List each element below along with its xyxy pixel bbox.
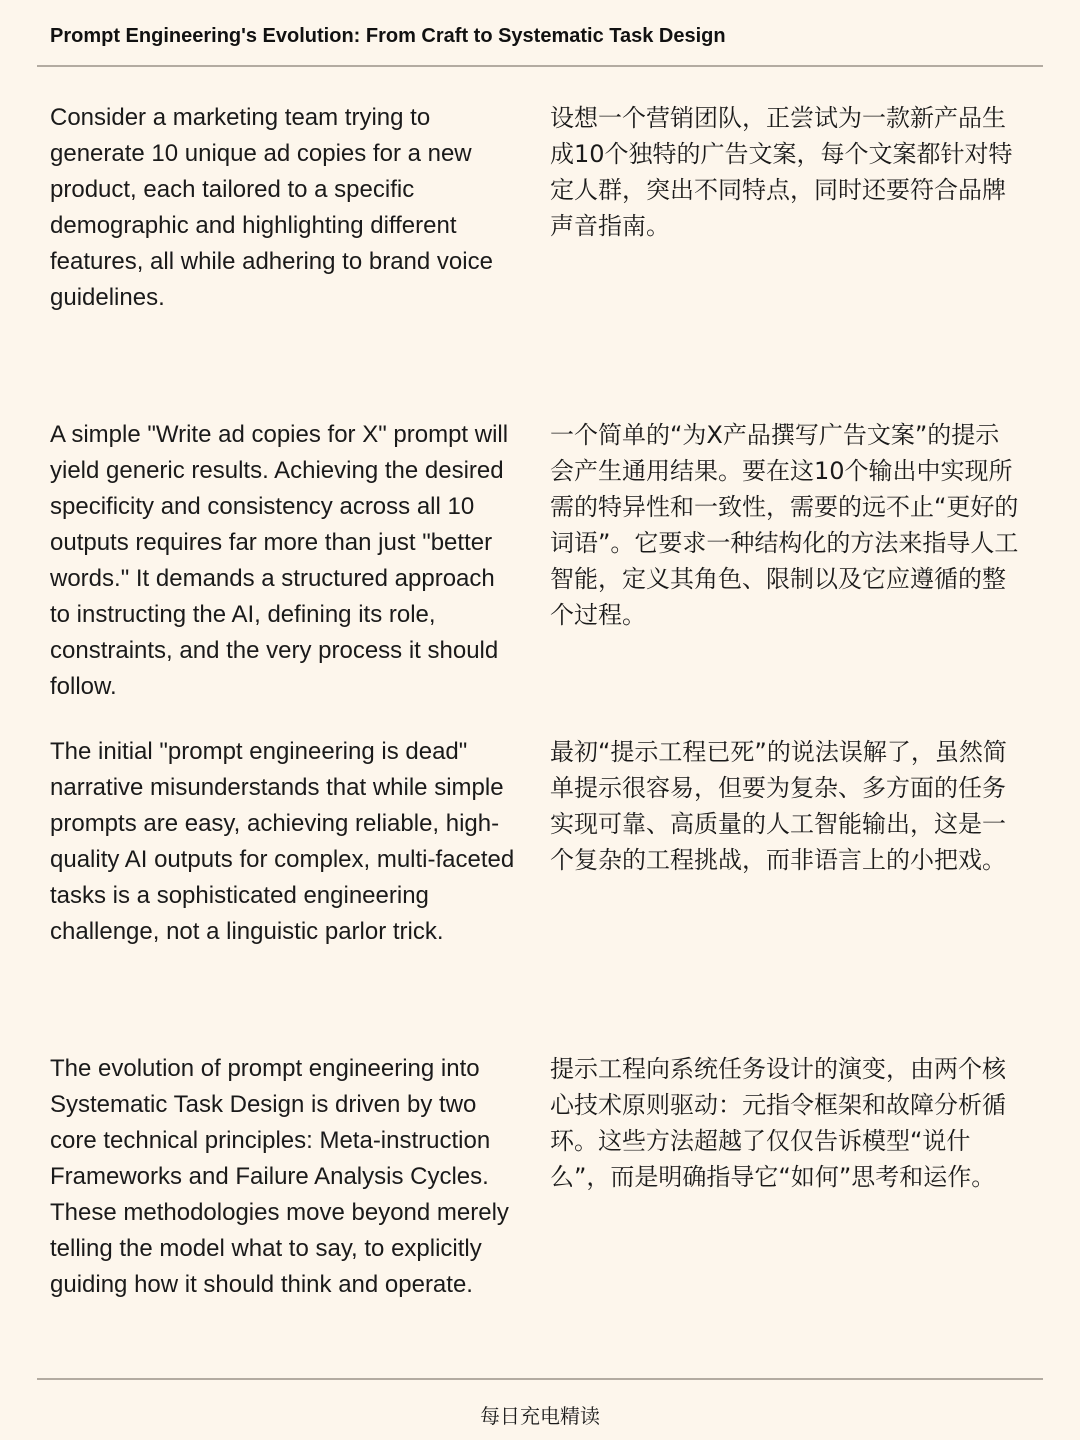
paragraph-1-english: Consider a marketing team trying to generate 10 unique ad copies for a new product, each tailored to a specific demographic and highlighting different features, all while adhering to brand voice guidelines. — [50, 104, 493, 311]
bottom-divider — [37, 1378, 1043, 1380]
paragraph-1-chinese: 设想一个营销团队，正尝试为一款新产品生成10个独特的广告文案，每个文案都针对特定人群，突出不同特点，同时还要符合品牌声音指南。 — [550, 104, 1013, 240]
paragraph-2-chinese: 一个简单的“为X产品撰写广告文案”的提示会产生通用结果。要在这10个输出中实现所需的特异性和一致性，需要的远不止“更好的词语”。它要求一种结构化的方法来指导人工智能，定义其角色、限制以及它应遵循的整个过程。 — [550, 421, 1019, 629]
page-title: Prompt Engineering's Evolution: From Craft to Systematic Task Design — [50, 25, 726, 47]
footer-label: 每日充电精读 — [480, 1404, 600, 1428]
paragraph-2-english: A simple "Write ad copies for X" prompt will yield generic results. Achieving the desired specificity and consistency across all 10 outputs requires far more than just "better words." It demands a structured approach to instructing the AI, defining its role, constraints, and the very process it should follow. — [50, 421, 509, 700]
top-divider — [37, 65, 1043, 67]
paragraph-3-chinese: 最初“提示工程已死”的说法误解了，虽然简单提示很容易，但要为复杂、多方面的任务实现可靠、高质量的人工智能输出，这是一个复杂的工程挑战，而非语言上的小把戏。 — [550, 738, 1007, 874]
paragraph-3-english: The initial "prompt engineering is dead" narrative misunderstands that while simple prompts are easy, achieving reliable, high-quality AI outputs for complex, multi-faceted tasks is a sophisticated engineering challenge, not a linguistic parlor trick. — [50, 738, 515, 945]
paragraph-4-chinese: 提示工程向系统任务设计的演变，由两个核心技术原则驱动：元指令框架和故障分析循环。这些方法超越了仅仅告诉模型“说什么”，而是明确指导它“如何”思考和运作。 — [550, 1055, 1006, 1191]
paragraph-4-english: The evolution of prompt engineering into Systematic Task Design is driven by two core technical principles: Meta-instruction Frameworks and Failure Analysis Cycles. These methodologies move beyond merely telling the model what to say, to explicitly guiding how it should think and operate. — [50, 1055, 509, 1298]
